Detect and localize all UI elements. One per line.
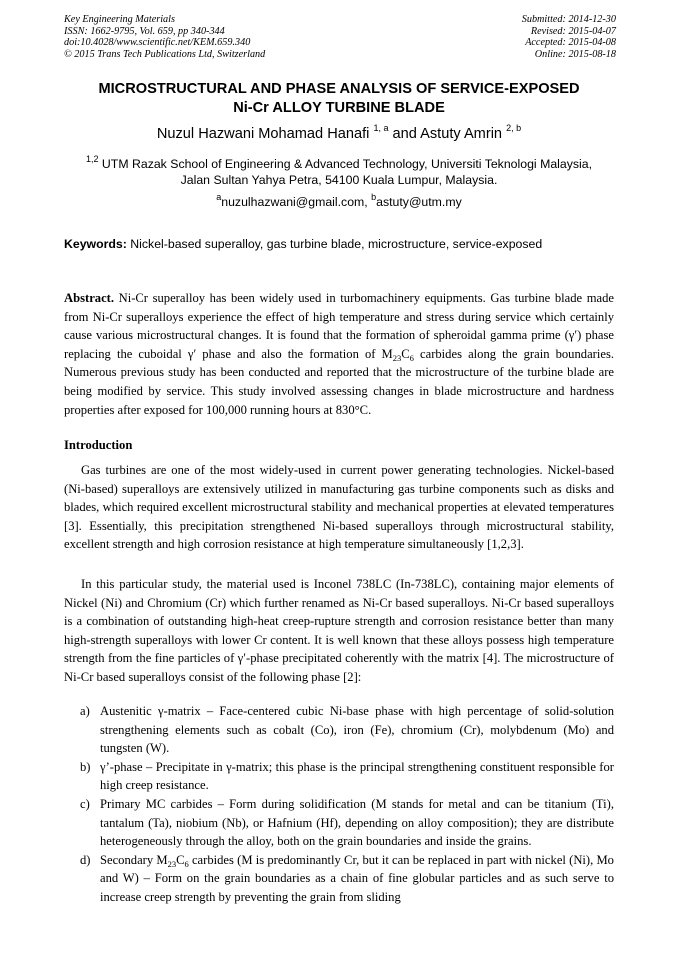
list-marker: b): [80, 759, 91, 774]
author-emails: [40, 191, 638, 210]
author-2: Astuty Amrin: [420, 126, 503, 142]
list-item: [80, 758, 614, 795]
affiliation-institution: UTM Razak School of Engineering & Advanced Technology, Universiti Teknologi Malaysia,: [101, 157, 593, 171]
list-item-text: Austenitic γ-matrix – Face-centered cubic Ni-base phase with high percentage of solid-solution strengthening elements such as cobalt (Co), iron (Fe), chromium (Cr), molybdenum (Mo) and tungsten (W).: [100, 704, 614, 756]
list-item: [80, 702, 614, 758]
journal-copyright: © 2015 Trans Tech Publications Ltd, Switzerland: [64, 48, 266, 60]
submission-dates: [522, 14, 616, 60]
list-item: [80, 851, 614, 907]
list-marker: c): [80, 796, 90, 811]
title-line-1: MICROSTRUCTURAL AND PHASE ANALYSIS OF SERVICE-EXPOSED: [98, 81, 580, 97]
abstract-subscript-2: 6: [409, 352, 414, 363]
abstract-label: Abstract.: [64, 291, 115, 305]
list-item-text: Primary MC carbides – Form during solidification (M stands for metal and can be titanium (Ti), tantalum (Ta), niobium (Nb), or Hafnium (Hf), depending on alloy composition); they are distribute heterogeneously through the alloy, both on the grain boundaries and inside the grains.: [100, 796, 614, 849]
phase-list: [80, 702, 614, 907]
date-submitted: Submitted: 2014-12-30: [521, 14, 616, 25]
list-item-text-pre: Secondary M: [100, 852, 168, 867]
affiliation-mark: 1,2: [85, 153, 99, 164]
list-item: [80, 795, 614, 851]
introduction-paragraph-1: [64, 461, 614, 554]
abstract-paragraph: [64, 289, 614, 419]
date-accepted: Accepted: 2015-04-08: [525, 37, 616, 49]
list-item-text-post: carbides (M is predominantly Cr, but it can be replaced in part with nickel (Ni), Mo and W) – Form on the grain boundaries as a chain of fine globular particles and as such serve to increase creep strength by preventing the grain from sliding: [100, 852, 614, 904]
introduction-heading: Introduction: [64, 438, 133, 452]
list-item-text: γ’-phase – Precipitate in γ-matrix; this phase is the principal strengthening constituent responsible for high creep resistance.: [100, 759, 614, 793]
list-subscript-2: 6: [184, 858, 189, 869]
email-b[interactable]: astuty@utm.my: [376, 195, 462, 209]
abstract-text-3: carbides along the grain boundaries. Numerous previous study has been conducted and reported that the microstructure of the turbine blade are being modified by service. This study involved assessing changes in blade microstructure and hardness properties after exposed for 100,000 running hours at 830°C.: [64, 346, 614, 417]
journal-issn: ISSN: 1662-9795, Vol. 659, pp 340-344: [64, 25, 225, 37]
introduction-paragraph-2: [64, 575, 614, 687]
title-line-2: Ni-Cr ALLOY TURBINE BLADE: [233, 100, 445, 116]
affiliation-line-1: [40, 153, 638, 172]
date-online: Online: 2015-08-18: [534, 48, 616, 60]
list-marker: d): [80, 852, 91, 867]
author-1-affiliation-mark: 1, a: [373, 123, 389, 134]
list-marker: a): [80, 704, 90, 718]
abstract-text-2: C: [401, 346, 410, 361]
paragraph-text: In this particular study, the material used is Inconel 738LC (In-738LC), containing major elements of Nickel (Ni) and Chromium (Cr) which further renamed as Ni-Cr based superalloys. Ni-Cr based superalloys is a combination of outstanding high-heat creep-rupture strength and corrosion resistance better than many high-strength superalloys with lower Cr content. It is well known that these alloys possess high temperature strength from the fine particles of γ′-phase precipitated coherently with the matrix [4]. The microstructure of Ni-Cr based superalloys consist of the following phase [2]:: [64, 577, 614, 684]
author-2-affiliation-mark: 2, b: [506, 123, 522, 134]
abstract-subscript-1: 23: [392, 352, 402, 363]
email-a[interactable]: nuzulhazwani@gmail.com,: [221, 195, 368, 209]
date-revised: Revised: 2015-04-07: [530, 25, 616, 37]
keywords-label: Keywords:: [64, 237, 127, 251]
author-conjunction: and: [392, 126, 417, 142]
affiliation: [40, 153, 638, 189]
list-item-text-mid: C: [176, 852, 185, 867]
paper-title: [40, 80, 638, 118]
journal-info: [64, 14, 265, 60]
paragraph-text: Gas turbines are one of the most widely-used in current power generating technologies. Nickel-based (Ni-based) superalloys are extensively utilized in manufacturing gas turbine components such as disks and blades, which required excellent microstructural stability and mechanical properties at elevated temperatures [3]. Essentially, this precipitation strengthened Ni-based superalloys through microstructural stability, excellent strength and high corrosion resistance at high temperature simultaneously [1,2,3].: [64, 463, 614, 552]
list-subscript-1: 23: [167, 858, 177, 869]
email-mark-b: b: [371, 191, 377, 202]
journal-name: Key Engineering Materials: [64, 14, 175, 25]
author-list: [40, 125, 638, 143]
keywords: [64, 236, 616, 252]
abstract-text-1: Ni-Cr superalloy has been widely used in turbomachinery equipments. Gas turbine blade made from Ni-Cr superalloys experience the effect of high temperature and stress during service which certainly cause various microstructural changes. It is found that the formation of spheroidal gamma prime (γ′) phase replacing the cuboidal γ′ phase and also the formation of M: [64, 291, 614, 361]
author-1: Nuzul Hazwani Mohamad Hanafi: [156, 126, 370, 142]
journal-doi[interactable]: doi:10.4028/www.scientific.net/KEM.659.340: [64, 37, 251, 49]
abstract: [64, 289, 614, 419]
keywords-text: Nickel-based superalloy, gas turbine blade, microstructure, service-exposed: [130, 237, 543, 251]
email-mark-a: a: [216, 191, 222, 202]
affiliation-line-2: Jalan Sultan Yahya Petra, 54100 Kuala Lumpur, Malaysia.: [180, 173, 498, 188]
